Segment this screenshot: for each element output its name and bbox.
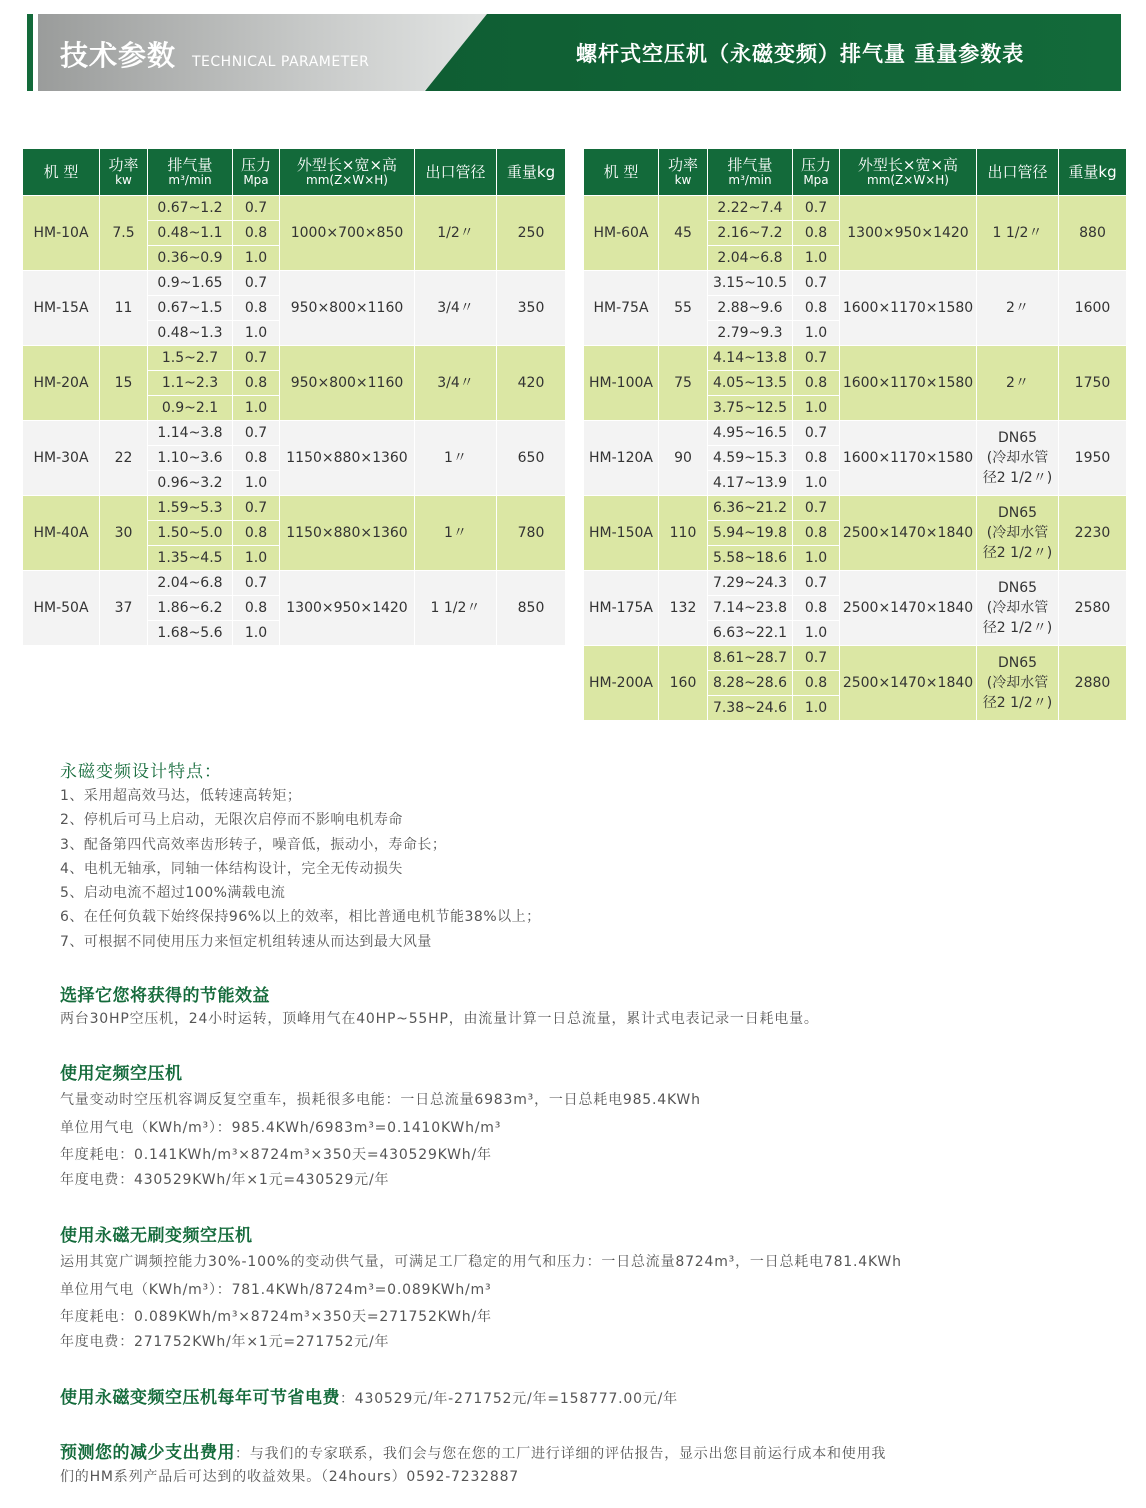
header-outlet: 出口管径 <box>977 149 1059 196</box>
feature-item: 7、可根据不同使用压力来恒定机组转速从而达到最大风量 <box>60 933 432 950</box>
model-cell: HM-30A <box>23 421 100 496</box>
header-model: 机 型 <box>584 149 659 196</box>
pressure-cell: 0.8 <box>793 371 840 396</box>
flow-cell: 1.5~2.7 <box>148 346 233 371</box>
header-pressure-unit: Mpa <box>243 172 269 187</box>
section-title: 技术参数 <box>60 39 177 72</box>
pressure-cell: 1.0 <box>233 621 280 646</box>
pressure-cell: 0.8 <box>233 521 280 546</box>
pressure-cell: 1.0 <box>793 546 840 571</box>
power-cell: 11 <box>100 271 148 346</box>
dims-cell: 1600×1170×1580 <box>840 271 977 346</box>
weight-cell: 250 <box>497 196 566 271</box>
power-cell: 132 <box>659 571 708 646</box>
dims-cell: 1150×880×1360 <box>280 421 415 496</box>
pressure-cell: 0.7 <box>233 196 280 221</box>
dims-cell: 2500×1470×1840 <box>840 496 977 571</box>
fixed-line: 年度耗电：0.141KWh/m³×8724m³×350天=430529KWh/年 <box>60 1147 492 1163</box>
feature-item: 1、采用超高效马达，低转速高转矩； <box>60 788 302 804</box>
dims-cell: 950×800×1160 <box>280 271 415 346</box>
pressure-cell: 1.0 <box>233 471 280 496</box>
pressure-cell: 0.7 <box>793 496 840 521</box>
pm-line: 运用其宽广调频控能力30%-100%的变动供气量，可满足工厂稳定的用气和压力：一日总流量8724m³，一日总耗电781.4KWh <box>60 1254 902 1270</box>
pressure-cell: 0.7 <box>233 346 280 371</box>
outlet-cell: 1 1/2〃 <box>977 196 1059 271</box>
flow-cell: 0.96~3.2 <box>148 471 233 496</box>
pressure-cell: 0.8 <box>233 596 280 621</box>
table-row <box>23 496 566 521</box>
pressure-cell: 1.0 <box>233 246 280 271</box>
pressure-cell: 0.7 <box>233 571 280 596</box>
forecast-title: 预测您的减少支出费用 <box>60 1443 235 1463</box>
pressure-cell: 0.8 <box>233 296 280 321</box>
header-power <box>100 149 148 196</box>
pressure-cell: 0.8 <box>793 521 840 546</box>
flow-cell: 0.67~1.5 <box>148 296 233 321</box>
flow-cell: 0.9~1.65 <box>148 271 233 296</box>
flow-cell: 7.14~23.8 <box>708 596 793 621</box>
dims-cell: 2500×1470×1840 <box>840 646 977 721</box>
power-cell: 160 <box>659 646 708 721</box>
pressure-cell: 0.7 <box>233 271 280 296</box>
table-row <box>584 421 1127 446</box>
page-header <box>0 0 1146 100</box>
header-model: 机 型 <box>23 149 100 196</box>
flow-cell: 6.63~22.1 <box>708 621 793 646</box>
flow-cell: 2.04~6.8 <box>148 571 233 596</box>
dims-cell: 1000×700×850 <box>280 196 415 271</box>
header-weight: 重量kg <box>497 149 566 196</box>
weight-cell: 420 <box>497 346 566 421</box>
pressure-cell: 1.0 <box>233 321 280 346</box>
pressure-cell: 0.8 <box>233 371 280 396</box>
flow-cell: 1.10~3.6 <box>148 446 233 471</box>
table-row <box>584 571 1127 596</box>
header-power-unit: kw <box>115 172 132 187</box>
power-cell: 110 <box>659 496 708 571</box>
pressure-cell: 1.0 <box>793 621 840 646</box>
spec-table-left <box>22 148 566 646</box>
pressure-cell: 0.8 <box>793 296 840 321</box>
pressure-cell: 0.7 <box>233 496 280 521</box>
pm-line: 单位用气电（KWh/m³）：781.4KWh/8724m³=0.089KWh/m³ <box>60 1282 492 1298</box>
dims-cell: 1300×950×1420 <box>280 571 415 646</box>
weight-cell: 1600 <box>1059 271 1127 346</box>
outlet-cell: DN65 (冷却水管 径2 1/2〃) <box>977 421 1059 496</box>
header-flow-unit: m³/min <box>168 172 212 187</box>
flow-cell: 1.59~5.3 <box>148 496 233 521</box>
table-row <box>23 571 566 596</box>
dims-cell: 2500×1470×1840 <box>840 571 977 646</box>
header-dims <box>280 149 415 196</box>
flow-cell: 4.17~13.9 <box>708 471 793 496</box>
pressure-cell: 0.8 <box>793 446 840 471</box>
header-pressure-label: 压力 <box>800 156 831 175</box>
dims-cell: 1600×1170×1580 <box>840 346 977 421</box>
weight-cell: 880 <box>1059 196 1127 271</box>
flow-cell: 1.1~2.3 <box>148 371 233 396</box>
outlet-cell: 1〃 <box>415 421 497 496</box>
model-cell: HM-15A <box>23 271 100 346</box>
pressure-cell: 0.8 <box>793 221 840 246</box>
annual-savings <box>60 1383 678 1408</box>
header-flow-label: 排气量 <box>727 156 773 175</box>
pressure-cell: 0.7 <box>793 646 840 671</box>
spec-table-right <box>583 148 1127 721</box>
weight-cell: 1750 <box>1059 346 1127 421</box>
weight-cell: 2580 <box>1059 571 1127 646</box>
pm-line: 年度耗电：0.089KWh/m³×8724m³×350天=271752KWh/年 <box>60 1309 492 1325</box>
power-cell: 75 <box>659 346 708 421</box>
weight-cell: 780 <box>497 496 566 571</box>
pressure-cell: 1.0 <box>793 696 840 721</box>
table-row <box>23 421 566 446</box>
model-cell: HM-20A <box>23 346 100 421</box>
power-cell: 45 <box>659 196 708 271</box>
pressure-cell: 0.7 <box>793 346 840 371</box>
dims-cell: 1150×880×1360 <box>280 496 415 571</box>
weight-cell: 350 <box>497 271 566 346</box>
weight-cell: 1950 <box>1059 421 1127 496</box>
feature-item: 4、电机无轴承，同轴一体结构设计，完全无传动损失 <box>60 860 403 877</box>
weight-cell: 2880 <box>1059 646 1127 721</box>
weight-cell: 850 <box>497 571 566 646</box>
forecast-text-2: 们的HM系列产品后可达到的收益效果。（24hours）0592-7232887 <box>60 1469 520 1485</box>
pressure-cell: 0.7 <box>793 196 840 221</box>
feature-item: 2、停机后可马上启动，无限次启停而不影响电机寿命 <box>60 812 403 829</box>
outlet-cell: 2〃 <box>977 346 1059 421</box>
pressure-cell: 1.0 <box>793 246 840 271</box>
model-cell: HM-50A <box>23 571 100 646</box>
power-cell: 30 <box>100 496 148 571</box>
flow-cell: 1.14~3.8 <box>148 421 233 446</box>
header-pressure <box>793 149 840 196</box>
outlet-cell: DN65 (冷却水管 径2 1/2〃) <box>977 646 1059 721</box>
table-row <box>23 271 566 296</box>
power-cell: 55 <box>659 271 708 346</box>
flow-cell: 4.05~13.5 <box>708 371 793 396</box>
pressure-cell: 0.7 <box>793 571 840 596</box>
fixed-line: 气量变动时空压机容调反复空重车，损耗很多电能：一日总流量6983m³，一日总耗电985.4KWh <box>60 1092 701 1108</box>
model-cell: HM-100A <box>584 346 659 421</box>
header-power-unit: kw <box>674 172 692 187</box>
table-row <box>23 196 566 221</box>
flow-cell: 2.22~7.4 <box>708 196 793 221</box>
features-title: 永磁变频设计特点： <box>60 762 222 782</box>
flow-cell: 6.36~21.2 <box>708 496 793 521</box>
header-dims-unit: mm(Z×W×H) <box>867 172 949 187</box>
pm-line: 年度电费：271752KWh/年×1元=271752元/年 <box>60 1334 390 1350</box>
flow-cell: 5.58~18.6 <box>708 546 793 571</box>
table-row <box>584 196 1127 221</box>
feature-item: 5、启动电流不超过100%满载电流 <box>60 885 286 902</box>
flow-cell: 4.59~15.3 <box>708 446 793 471</box>
pressure-cell: 0.8 <box>793 596 840 621</box>
table-header-row <box>584 149 1127 196</box>
model-cell: HM-40A <box>23 496 100 571</box>
flow-cell: 8.61~28.7 <box>708 646 793 671</box>
header-pressure-unit: Mpa <box>803 172 829 187</box>
pressure-cell: 1.0 <box>233 396 280 421</box>
forecast-line-1 <box>60 1438 886 1463</box>
table-row <box>584 271 1127 296</box>
header-dims-label: 外型长×宽×高 <box>857 156 959 175</box>
flow-cell: 2.16~7.2 <box>708 221 793 246</box>
flow-cell: 3.75~12.5 <box>708 396 793 421</box>
model-cell: HM-150A <box>584 496 659 571</box>
flow-cell: 0.36~0.9 <box>148 246 233 271</box>
model-cell: HM-200A <box>584 646 659 721</box>
weight-cell: 650 <box>497 421 566 496</box>
table-row <box>584 646 1127 671</box>
flow-cell: 2.04~6.8 <box>708 246 793 271</box>
flow-cell: 3.15~10.5 <box>708 271 793 296</box>
forecast-text-1: ：与我们的专家联系，我们会与您在您的工厂进行详细的评估报告，显示出您目前运行成本和使用我 <box>235 1446 887 1462</box>
table-title: 螺杆式空压机（永磁变频）排气量 重量参数表 <box>576 42 1025 66</box>
table-row <box>23 346 566 371</box>
table-row <box>584 496 1127 521</box>
pressure-cell: 1.0 <box>793 396 840 421</box>
header-power-label: 功率 <box>108 156 139 175</box>
table-header-row <box>23 149 566 196</box>
flow-cell: 0.48~1.1 <box>148 221 233 246</box>
outlet-cell: 1〃 <box>415 496 497 571</box>
flow-cell: 1.35~4.5 <box>148 546 233 571</box>
fixed-speed-title: 使用定频空压机 <box>60 1064 183 1084</box>
annual-savings-text: ：430529元/年-271752元/年=158777.00元/年 <box>340 1391 678 1407</box>
pressure-cell: 0.8 <box>233 446 280 471</box>
dims-cell: 950×800×1160 <box>280 346 415 421</box>
header-dims-label: 外型长×宽×高 <box>296 156 398 175</box>
flow-cell: 0.9~2.1 <box>148 396 233 421</box>
features-list <box>60 784 541 954</box>
model-cell: HM-75A <box>584 271 659 346</box>
header-weight: 重量kg <box>1059 149 1127 196</box>
feature-item: 6、在任何负载下始终保持96%以上的效率，相比普通电机节能38%以上； <box>60 909 541 926</box>
section-subtitle: TECHNICAL PARAMETER <box>192 54 370 70</box>
header-dims-unit: mm(Z×W×H) <box>306 172 388 187</box>
flow-cell: 8.28~28.6 <box>708 671 793 696</box>
flow-cell: 0.48~1.3 <box>148 321 233 346</box>
flow-cell: 4.95~16.5 <box>708 421 793 446</box>
pressure-cell: 0.8 <box>233 221 280 246</box>
header-flow-label: 排气量 <box>167 156 213 175</box>
fixed-line: 年度电费：430529KWh/年×1元=430529元/年 <box>60 1172 390 1188</box>
fixed-line: 单位用气电（KWh/m³）：985.4KWh/6983m³=0.1410KWh/m³ <box>60 1120 502 1136</box>
flow-cell: 2.79~9.3 <box>708 321 793 346</box>
outlet-cell: 1/2〃 <box>415 196 497 271</box>
outlet-cell: 3/4〃 <box>415 346 497 421</box>
model-cell: HM-60A <box>584 196 659 271</box>
header-outlet: 出口管径 <box>415 149 497 196</box>
header-power-label: 功率 <box>667 156 698 175</box>
flow-cell: 1.68~5.6 <box>148 621 233 646</box>
outlet-cell: 2〃 <box>977 271 1059 346</box>
model-cell: HM-120A <box>584 421 659 496</box>
flow-cell: 1.50~5.0 <box>148 521 233 546</box>
pressure-cell: 1.0 <box>233 546 280 571</box>
power-cell: 37 <box>100 571 148 646</box>
pressure-cell: 0.7 <box>233 421 280 446</box>
outlet-cell: 3/4〃 <box>415 271 497 346</box>
flow-cell: 2.88~9.6 <box>708 296 793 321</box>
annual-savings-title: 使用永磁变频空压机每年可节省电费 <box>60 1388 340 1408</box>
power-cell: 22 <box>100 421 148 496</box>
pressure-cell: 1.0 <box>793 471 840 496</box>
flow-cell: 0.67~1.2 <box>148 196 233 221</box>
pressure-cell: 0.8 <box>793 671 840 696</box>
power-cell: 7.5 <box>100 196 148 271</box>
header-power <box>659 149 708 196</box>
savings-text: 两台30HP空压机，24小时运转，顶峰用气在40HP~55HP，由流量计算一日总流量，累计式电表记录一日耗电量。 <box>60 1011 819 1027</box>
header-flow-unit: m³/min <box>728 172 772 187</box>
pressure-cell: 0.7 <box>793 421 840 446</box>
header-pressure-label: 压力 <box>240 156 271 175</box>
header-flow <box>708 149 793 196</box>
outlet-cell: DN65 (冷却水管 径2 1/2〃) <box>977 571 1059 646</box>
dims-cell: 1600×1170×1580 <box>840 421 977 496</box>
pm-title: 使用永磁无刷变频空压机 <box>60 1226 253 1246</box>
header-flow <box>148 149 233 196</box>
flow-cell: 1.86~6.2 <box>148 596 233 621</box>
dims-cell: 1300×950×1420 <box>840 196 977 271</box>
table-row <box>584 346 1127 371</box>
power-cell: 90 <box>659 421 708 496</box>
flow-cell: 7.38~24.6 <box>708 696 793 721</box>
model-cell: HM-175A <box>584 571 659 646</box>
outlet-cell: 1 1/2〃 <box>415 571 497 646</box>
feature-item: 3、配备第四代高效率齿形转子，噪音低，振动小，寿命长； <box>60 836 447 853</box>
model-cell: HM-10A <box>23 196 100 271</box>
header-accent-bar <box>27 14 33 91</box>
savings-title: 选择它您将获得的节能效益 <box>60 986 270 1006</box>
header-pressure <box>233 149 280 196</box>
header-dims <box>840 149 977 196</box>
pressure-cell: 1.0 <box>793 321 840 346</box>
flow-cell: 4.14~13.8 <box>708 346 793 371</box>
pressure-cell: 0.7 <box>793 271 840 296</box>
flow-cell: 5.94~19.8 <box>708 521 793 546</box>
weight-cell: 2230 <box>1059 496 1127 571</box>
outlet-cell: DN65 (冷却水管 径2 1/2〃) <box>977 496 1059 571</box>
flow-cell: 7.29~24.3 <box>708 571 793 596</box>
power-cell: 15 <box>100 346 148 421</box>
